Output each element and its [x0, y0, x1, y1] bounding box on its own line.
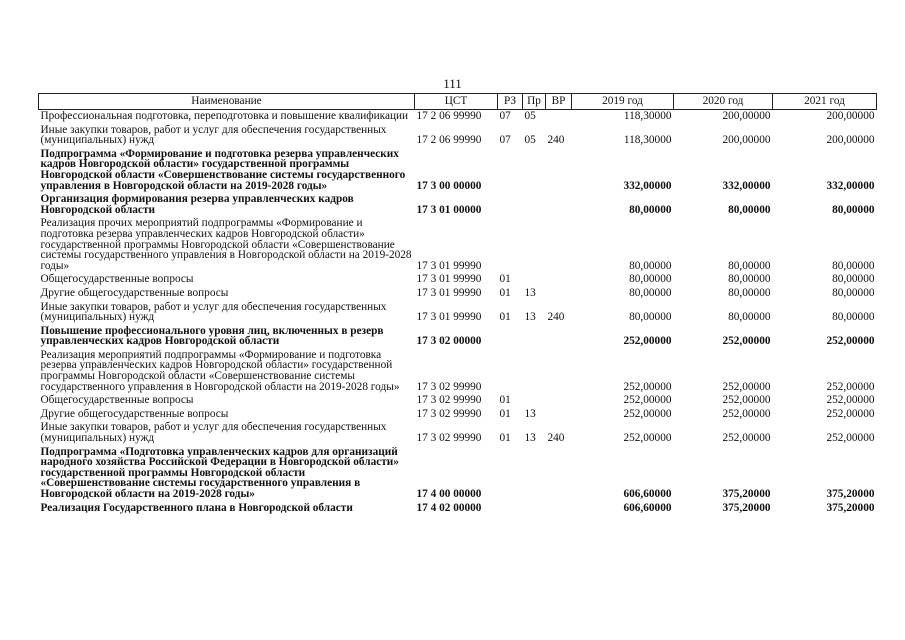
- row-2020: 80,00000: [728, 203, 771, 216]
- row-name: Реализация прочих мероприятий подпрограммы «Формирование и подготовка резерва управленческих кадров Новгородской области» государственной программы Новгородской области «Совершенствование системы государственного управления в Новгородской области на 2019-2028 годы»: [40, 217, 412, 272]
- row-rz: 01: [499, 407, 511, 420]
- row-name: Общегосударственные вопросы: [40, 273, 194, 286]
- row-pr: 13: [524, 311, 536, 324]
- row-2021: 80,00000: [832, 286, 875, 299]
- row-2019: 252,00000: [623, 380, 672, 393]
- table-row: [39, 193, 877, 217]
- table-row: [39, 301, 877, 325]
- table-row: [39, 110, 877, 124]
- row-pr: [523, 325, 546, 349]
- row-rz: 01: [499, 286, 511, 299]
- row-cst: 17 2 06 99990: [416, 110, 482, 122]
- budget-table: [38, 93, 877, 515]
- row-2020: 375,20000: [722, 501, 771, 514]
- row-2019: 80,00000: [629, 203, 672, 216]
- row-vr: [546, 502, 572, 516]
- row-pr: [523, 394, 546, 408]
- row-2019: 118,30000: [623, 134, 672, 147]
- table-body: [39, 110, 877, 516]
- row-pr: [523, 273, 546, 287]
- row-pr: 05: [524, 134, 536, 147]
- row-cst: 17 4 00 00000: [416, 488, 482, 500]
- table-row: [39, 124, 877, 148]
- row-2020: 252,00000: [722, 407, 771, 420]
- row-2020: 200,00000: [722, 134, 771, 147]
- header-cst: ЦСТ: [415, 94, 498, 110]
- row-vr: 240: [547, 134, 565, 147]
- row-2020: 252,00000: [722, 380, 771, 393]
- row-2020: 252,00000: [722, 335, 771, 348]
- row-cst: 17 3 02 99990: [416, 432, 482, 445]
- header-pr: Пр: [523, 94, 546, 110]
- row-2019: 80,00000: [629, 311, 672, 324]
- row-name: Повышение профессионального уровня лиц, включенных в резерв управленческих кадров Новгородской области: [40, 324, 384, 348]
- row-cst: 17 3 02 99990: [416, 380, 482, 393]
- table-row: [39, 502, 877, 516]
- row-2020: 80,00000: [728, 311, 771, 324]
- row-2020: 80,00000: [728, 273, 771, 286]
- table-header-row: [39, 94, 877, 110]
- row-2019: 252,00000: [623, 335, 672, 348]
- header-vr: ВР: [546, 94, 572, 110]
- table-row: [39, 287, 877, 301]
- row-cst: 17 3 01 99990: [416, 311, 482, 324]
- header-rz: РЗ: [498, 94, 523, 110]
- row-rz: [498, 502, 523, 516]
- row-pr: [523, 446, 546, 502]
- row-vr: [546, 325, 572, 349]
- row-vr: [546, 408, 572, 422]
- table-row: [39, 394, 877, 408]
- table-row: [39, 325, 877, 349]
- header-2020: 2020 год: [674, 94, 773, 110]
- row-pr: [523, 193, 546, 217]
- row-rz: [498, 148, 523, 193]
- row-name: Другие общегосударственные вопросы: [40, 407, 229, 420]
- row-pr: [523, 349, 546, 394]
- row-name: Иные закупки товаров, работ и услуг для обеспечения государственных (муниципальных) нужд: [40, 123, 387, 147]
- table-row: [39, 446, 877, 502]
- row-rz: [498, 217, 523, 273]
- row-2019: 606,60000: [623, 488, 672, 500]
- row-pr: 13: [524, 286, 536, 299]
- row-name: Иные закупки товаров, работ и услуг для обеспечения государственных (муниципальных) нужд: [40, 300, 387, 324]
- row-2019: 118,30000: [623, 110, 672, 122]
- row-name: Общегосударственные вопросы: [40, 394, 194, 407]
- row-name: Подпрограмма «Формирование и подготовка резерва управленческих кадров Новгородской области» государственной программы Новгородской области «Совершенствование системы государственного управления в Новгородской области на 2019-2028 годы»: [40, 147, 406, 192]
- row-2019: 252,00000: [623, 394, 672, 407]
- row-rz: 01: [499, 311, 511, 324]
- row-rz: 07: [499, 134, 511, 147]
- row-name: Организация формирования резерва управленческих кадров Новгородской области: [40, 193, 354, 216]
- row-2021: 80,00000: [832, 259, 875, 272]
- row-cst: 17 4 02 00000: [416, 501, 482, 514]
- row-2021: 252,00000: [826, 335, 875, 348]
- row-2021: 252,00000: [826, 432, 875, 445]
- row-vr: [546, 273, 572, 287]
- page-number: 111: [443, 76, 462, 91]
- row-pr: 05: [524, 110, 536, 122]
- row-2019: 80,00000: [629, 259, 672, 272]
- row-2021: 80,00000: [832, 203, 875, 216]
- row-pr: 13: [524, 407, 536, 420]
- row-2020: 80,00000: [728, 286, 771, 299]
- row-2021: 375,20000: [826, 488, 875, 500]
- row-rz: [498, 446, 523, 502]
- row-rz: [498, 325, 523, 349]
- row-cst: 17 3 00 00000: [416, 179, 482, 192]
- row-2019: 606,60000: [623, 501, 672, 514]
- table-row: [39, 421, 877, 445]
- row-2021: 200,00000: [826, 110, 875, 122]
- row-name: Другие общегосударственные вопросы: [40, 286, 229, 299]
- row-2020: 375,20000: [722, 488, 771, 500]
- row-vr: [546, 110, 572, 124]
- row-cst: 17 3 01 99990: [416, 259, 482, 272]
- row-rz: 07: [499, 110, 511, 122]
- row-vr: [546, 446, 572, 502]
- row-cst: 17 2 06 99990: [416, 134, 482, 147]
- table-row: [39, 148, 877, 193]
- row-cst: 17 3 01 99990: [416, 273, 482, 286]
- row-2020: 332,00000: [722, 179, 771, 192]
- row-rz: 01: [499, 394, 511, 407]
- row-vr: [546, 349, 572, 394]
- row-vr: [546, 217, 572, 273]
- row-2019: 252,00000: [623, 407, 672, 420]
- row-cst: 17 3 02 99990: [416, 394, 482, 407]
- row-name: Реализация мероприятий подпрограммы «Формирование и подготовка резерва управленческих кадров Новгородской области» государственной программы Новгородской области «Совершенствование системы государственного управления в Новгородской области на 2019-2028 годы»: [40, 348, 400, 393]
- row-rz: [498, 193, 523, 217]
- table-row: [39, 408, 877, 422]
- row-vr: 240: [547, 432, 565, 445]
- table-row: [39, 217, 877, 273]
- row-2021: 80,00000: [832, 273, 875, 286]
- row-2021: 252,00000: [826, 394, 875, 407]
- row-2020: 252,00000: [722, 394, 771, 407]
- row-2020: 252,00000: [722, 432, 771, 445]
- row-name: Реализация Государственного плана в Новгородской области: [40, 501, 353, 514]
- row-rz: 01: [499, 273, 511, 286]
- header-name: Наименование: [39, 94, 415, 110]
- row-2019: 80,00000: [629, 286, 672, 299]
- header-2019: 2019 год: [572, 94, 674, 110]
- row-2019: 252,00000: [623, 432, 672, 445]
- row-vr: 240: [547, 311, 565, 324]
- row-pr: [523, 148, 546, 193]
- row-pr: [523, 502, 546, 516]
- row-name: Иные закупки товаров, работ и услуг для обеспечения государственных (муниципальных) нужд: [40, 421, 387, 445]
- row-2021: 332,00000: [826, 179, 875, 192]
- row-pr: 13: [524, 432, 536, 445]
- row-2020: 80,00000: [728, 259, 771, 272]
- table-row: [39, 273, 877, 287]
- row-2021: 375,20000: [826, 501, 875, 514]
- row-2021: 80,00000: [832, 311, 875, 324]
- row-name: Подпрограмма «Подготовка управленческих кадров для организаций народного хозяйства Российской Федерации в Новгородской области» государственной программы Новгородской области «Совершенствование системы государственного управления в Новгородской области на 2019-2028 годы»: [40, 445, 399, 500]
- row-pr: [523, 217, 546, 273]
- row-2021: 200,00000: [826, 134, 875, 147]
- row-cst: 17 3 02 00000: [416, 335, 482, 348]
- row-rz: 01: [499, 432, 511, 445]
- row-2021: 252,00000: [826, 407, 875, 420]
- row-2019: 80,00000: [629, 273, 672, 286]
- header-2021: 2021 год: [773, 94, 877, 110]
- row-vr: [546, 287, 572, 301]
- row-rz: [498, 349, 523, 394]
- row-vr: [546, 193, 572, 217]
- table-row: [39, 349, 877, 394]
- row-2020: 200,00000: [722, 110, 771, 122]
- row-name: Профессиональная подготовка, переподготовка и повышение квалификации: [40, 110, 409, 122]
- row-vr: [546, 148, 572, 193]
- row-cst: 17 3 02 99990: [416, 407, 482, 420]
- row-cst: 17 3 01 00000: [416, 203, 482, 216]
- row-2019: 332,00000: [623, 179, 672, 192]
- row-2021: 252,00000: [826, 380, 875, 393]
- row-vr: [546, 394, 572, 408]
- row-cst: 17 3 01 99990: [416, 286, 482, 299]
